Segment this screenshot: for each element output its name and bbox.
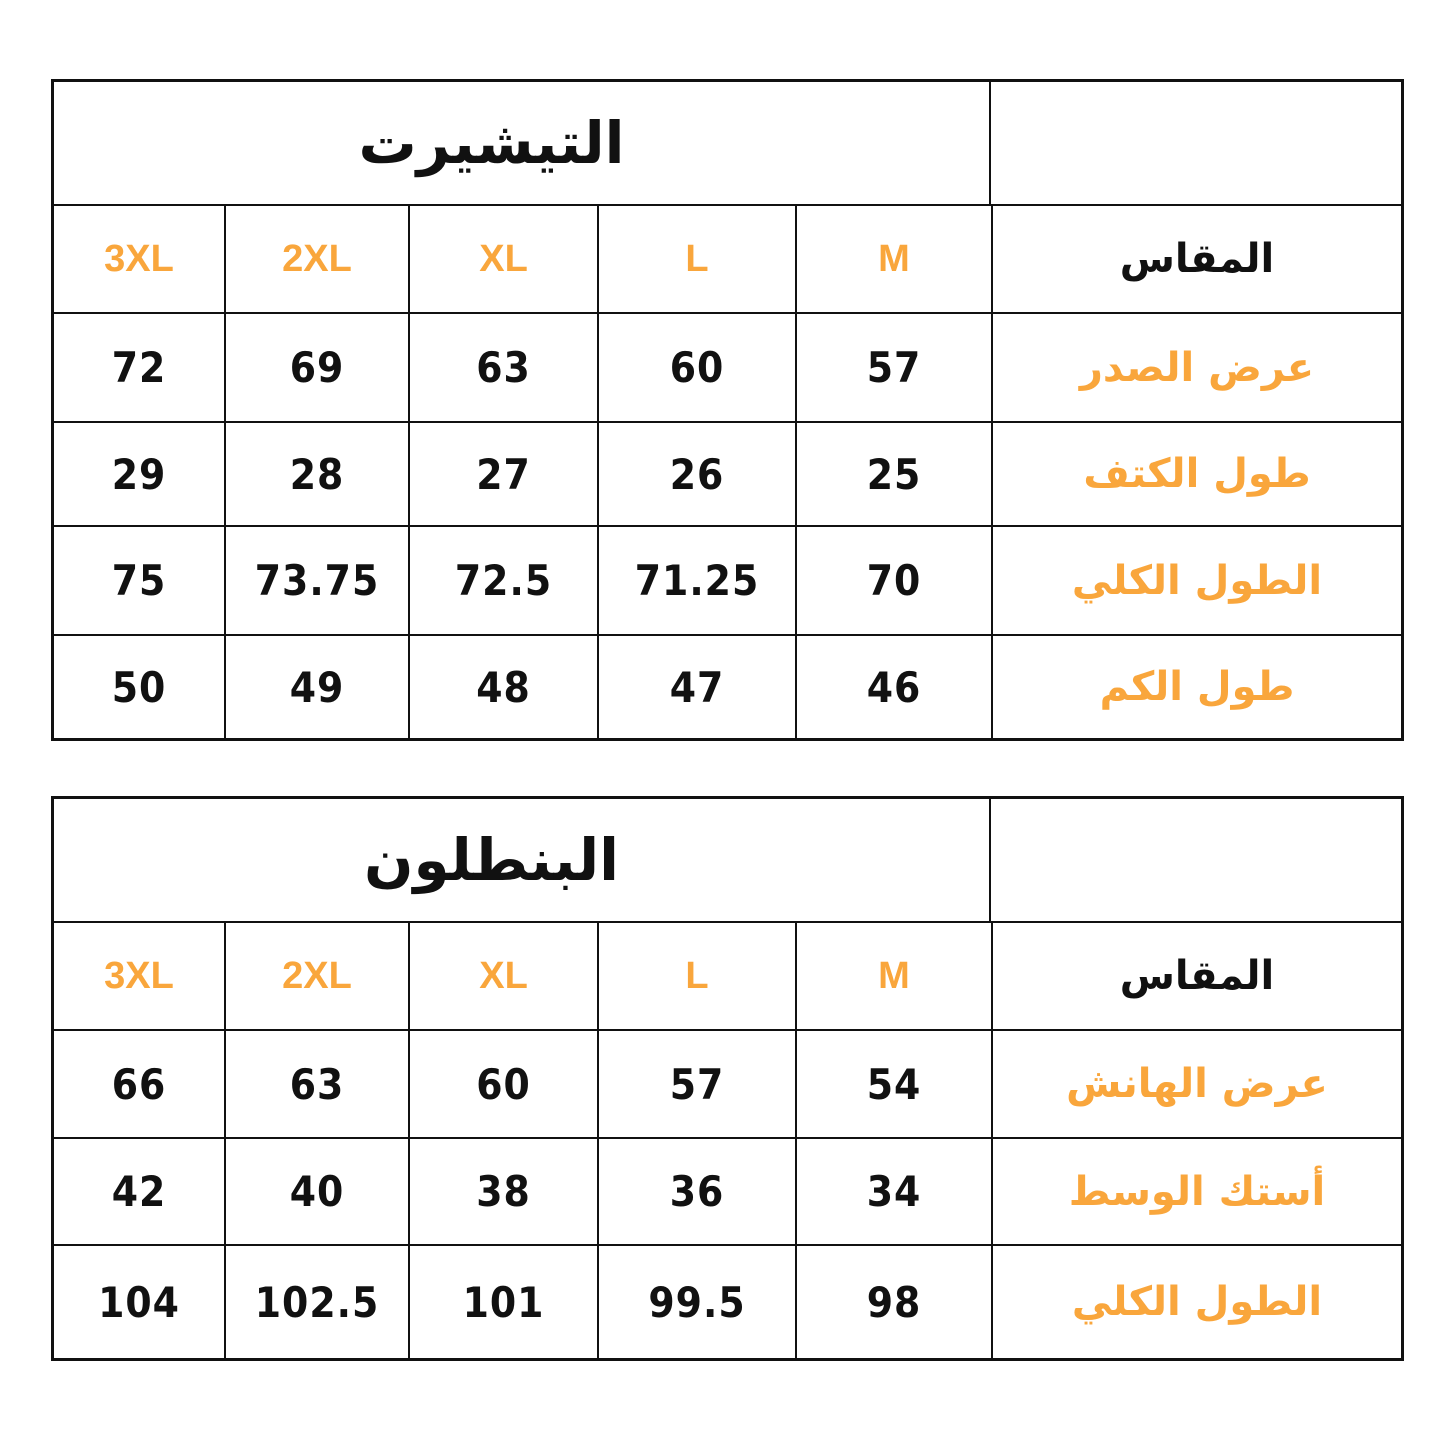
measurement-label-cell bbox=[991, 527, 1401, 634]
value: 98 bbox=[866, 1277, 922, 1327]
value-cell bbox=[408, 1246, 597, 1358]
value: 72 bbox=[111, 343, 167, 392]
value-cell bbox=[408, 314, 597, 421]
value-cell bbox=[224, 1139, 408, 1244]
value-cell bbox=[597, 314, 795, 421]
value: 60 bbox=[669, 343, 725, 392]
pants-title-cell bbox=[54, 799, 989, 921]
measurement-label-cell bbox=[991, 1246, 1401, 1358]
value: 26 bbox=[669, 449, 725, 499]
value: 47 bbox=[669, 662, 725, 712]
table-row bbox=[54, 312, 1401, 421]
table-row bbox=[54, 634, 1401, 738]
value-cell bbox=[54, 636, 224, 738]
size-header-l bbox=[597, 206, 795, 312]
value-cell bbox=[54, 423, 224, 525]
value-cell bbox=[408, 1031, 597, 1137]
pants-size-header-row bbox=[54, 921, 1401, 1029]
value: 29 bbox=[111, 449, 167, 499]
value: 71.25 bbox=[634, 556, 760, 605]
value: 75 bbox=[111, 556, 167, 605]
value-cell bbox=[597, 636, 795, 738]
size-header-m bbox=[795, 206, 991, 312]
size-header-m bbox=[795, 923, 991, 1029]
value-cell bbox=[597, 1031, 795, 1137]
empty-corner-cell bbox=[989, 799, 1401, 921]
value: 25 bbox=[866, 449, 922, 499]
size-column-label: المقاس bbox=[1119, 236, 1275, 282]
size-xl-label: XL bbox=[479, 237, 528, 280]
size-l-label: L bbox=[685, 237, 709, 280]
size-xl-label: XL bbox=[479, 954, 528, 997]
measurement-label: عرض الصدر bbox=[1079, 344, 1315, 391]
value: 54 bbox=[866, 1059, 922, 1109]
measurement-label: عرض الهانش bbox=[1066, 1061, 1328, 1107]
pants-title: البنطلون bbox=[363, 826, 620, 894]
value-cell bbox=[224, 636, 408, 738]
value: 99.5 bbox=[648, 1277, 746, 1327]
value-cell bbox=[408, 636, 597, 738]
size-header-xl bbox=[408, 206, 597, 312]
value: 57 bbox=[866, 343, 922, 392]
size-header-3xl bbox=[54, 206, 224, 312]
value: 49 bbox=[289, 662, 345, 712]
measurement-label: أستك الوسط bbox=[1068, 1168, 1326, 1215]
value-cell bbox=[224, 314, 408, 421]
empty-corner-cell bbox=[989, 82, 1401, 204]
size-3xl-label: 3XL bbox=[104, 954, 174, 997]
value: 101 bbox=[462, 1277, 545, 1327]
table-row bbox=[54, 1029, 1401, 1137]
value-cell bbox=[408, 1139, 597, 1244]
table-row bbox=[54, 525, 1401, 634]
value-cell bbox=[224, 1031, 408, 1137]
measurement-label: الطول الكلي bbox=[1071, 1279, 1323, 1325]
pants-title-row bbox=[54, 799, 1401, 921]
tshirt-title: التيشيرت bbox=[358, 109, 625, 177]
size-3xl-label: 3XL bbox=[104, 237, 174, 280]
value: 60 bbox=[476, 1059, 531, 1109]
value-cell bbox=[795, 1246, 991, 1358]
value: 40 bbox=[289, 1167, 345, 1216]
value: 70 bbox=[866, 556, 922, 605]
value-cell bbox=[795, 636, 991, 738]
size-m-label: M bbox=[878, 237, 910, 280]
value: 34 bbox=[866, 1167, 922, 1216]
value-cell bbox=[54, 1139, 224, 1244]
value: 57 bbox=[669, 1059, 725, 1109]
tshirt-size-table bbox=[51, 79, 1404, 741]
value: 66 bbox=[111, 1059, 167, 1109]
size-2xl-label: 2XL bbox=[282, 237, 352, 280]
measurement-label-cell bbox=[991, 423, 1401, 525]
size-m-label: M bbox=[878, 954, 910, 997]
value: 72.5 bbox=[454, 556, 553, 605]
measurement-label: طول الكتف bbox=[1083, 451, 1311, 497]
table-row bbox=[54, 1137, 1401, 1244]
value-cell bbox=[597, 423, 795, 525]
value: 63 bbox=[289, 1059, 345, 1109]
size-l-label: L bbox=[685, 954, 709, 997]
value: 36 bbox=[669, 1167, 725, 1216]
size-2xl-label: 2XL bbox=[282, 954, 352, 997]
value: 50 bbox=[111, 662, 167, 712]
value-cell bbox=[224, 423, 408, 525]
value-cell bbox=[224, 527, 408, 634]
value: 73.75 bbox=[254, 556, 380, 605]
tshirt-size-header-row bbox=[54, 204, 1401, 312]
measurement-label-cell bbox=[991, 314, 1401, 421]
size-header-label bbox=[991, 923, 1401, 1029]
value-cell bbox=[795, 314, 991, 421]
measurement-label-cell bbox=[991, 636, 1401, 738]
size-header-l bbox=[597, 923, 795, 1029]
value-cell bbox=[224, 1246, 408, 1358]
value: 69 bbox=[289, 343, 345, 392]
value-cell bbox=[795, 1031, 991, 1137]
value: 27 bbox=[476, 449, 531, 499]
value: 102.5 bbox=[254, 1277, 380, 1327]
size-header-3xl bbox=[54, 923, 224, 1029]
size-header-xl bbox=[408, 923, 597, 1029]
value: 46 bbox=[866, 662, 922, 712]
tshirt-title-row bbox=[54, 82, 1401, 204]
value-cell bbox=[408, 527, 597, 634]
value-cell bbox=[54, 527, 224, 634]
table-row bbox=[54, 421, 1401, 525]
value-cell bbox=[408, 423, 597, 525]
value-cell bbox=[54, 1031, 224, 1137]
value-cell bbox=[597, 527, 795, 634]
value-cell bbox=[795, 423, 991, 525]
value: 42 bbox=[111, 1167, 167, 1216]
measurement-label-cell bbox=[991, 1139, 1401, 1244]
size-header-label bbox=[991, 206, 1401, 312]
value-cell bbox=[597, 1246, 795, 1358]
value-cell bbox=[795, 1139, 991, 1244]
value-cell bbox=[54, 1246, 224, 1358]
size-header-2xl bbox=[224, 923, 408, 1029]
pants-size-table bbox=[51, 796, 1404, 1361]
measurement-label-cell bbox=[991, 1031, 1401, 1137]
value: 48 bbox=[476, 662, 531, 712]
tshirt-title-cell bbox=[54, 82, 989, 204]
table-row bbox=[54, 1244, 1401, 1358]
value-cell bbox=[795, 527, 991, 634]
size-header-2xl bbox=[224, 206, 408, 312]
measurement-label: الطول الكلي bbox=[1071, 557, 1323, 604]
value-cell bbox=[597, 1139, 795, 1244]
size-column-label: المقاس bbox=[1119, 953, 1275, 999]
value: 104 bbox=[98, 1277, 180, 1327]
value: 38 bbox=[476, 1167, 531, 1216]
value: 28 bbox=[289, 449, 345, 499]
value: 63 bbox=[476, 343, 531, 392]
value-cell bbox=[54, 314, 224, 421]
measurement-label: طول الكم bbox=[1099, 664, 1295, 710]
